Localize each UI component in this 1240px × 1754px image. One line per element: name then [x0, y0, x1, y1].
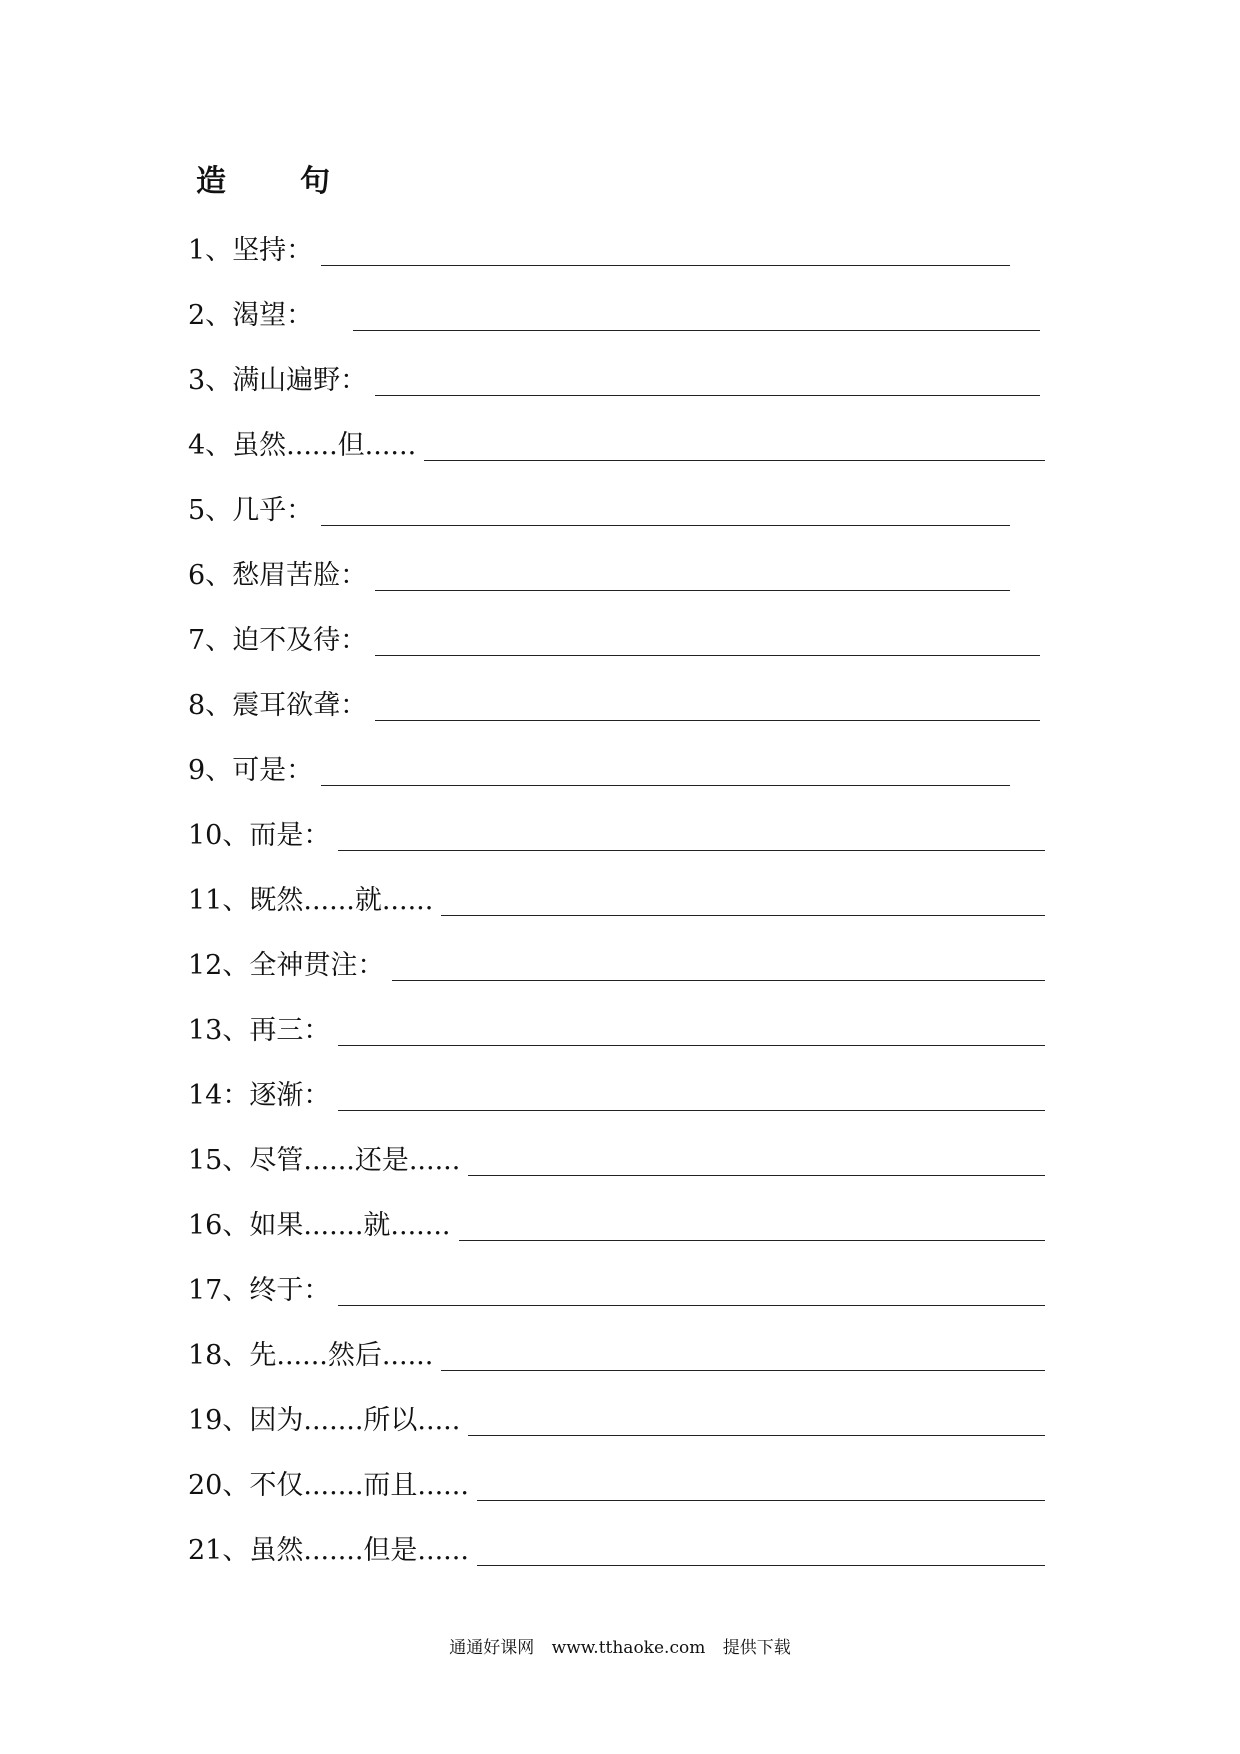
footer-note: 提供下载	[722, 1638, 791, 1658]
exercise-prompt: 而是：	[249, 820, 331, 851]
answer-line[interactable]	[321, 749, 1010, 786]
answer-line[interactable]	[321, 229, 1010, 266]
footer-site-name: 通通好课网	[449, 1638, 535, 1658]
exercise-prompt: 既然......就......	[249, 885, 434, 916]
answer-line[interactable]	[338, 814, 1045, 851]
exercise-prompt: 因为.......所以.....	[249, 1405, 461, 1436]
exercise-prompt: 全神贯注：	[249, 950, 385, 981]
answer-line[interactable]	[441, 1334, 1045, 1371]
exercise-prompt: 先......然后......	[249, 1340, 434, 1371]
exercise-row	[188, 1264, 1045, 1308]
exercise-number: 15、	[188, 1145, 250, 1176]
exercise-prompt: 可是：	[232, 755, 314, 786]
exercise-number: 3、	[188, 365, 233, 396]
answer-line[interactable]	[477, 1464, 1045, 1501]
exercise-row	[188, 354, 1040, 398]
exercise-prompt: 尽管......还是......	[249, 1145, 461, 1176]
answer-line[interactable]	[338, 1269, 1045, 1306]
exercise-row	[188, 874, 1045, 918]
exercise-row	[188, 484, 1010, 528]
answer-line[interactable]	[392, 944, 1045, 981]
exercise-prompt: 坚持：	[232, 235, 314, 266]
exercise-prompt: 再三：	[249, 1015, 331, 1046]
exercise-number: 11、	[188, 885, 250, 916]
answer-line[interactable]	[338, 1074, 1045, 1111]
exercise-number: 8、	[188, 690, 233, 721]
exercise-prompt: 虽然......但......	[232, 430, 417, 461]
exercise-prompt: 虽然.......但是......	[249, 1535, 469, 1566]
exercise-row	[188, 1524, 1045, 1568]
exercise-number: 13、	[188, 1015, 250, 1046]
answer-line[interactable]	[441, 879, 1045, 916]
exercise-prompt: 逐渐：	[249, 1080, 331, 1111]
exercise-number: 12、	[188, 950, 250, 981]
exercise-row	[188, 549, 1010, 593]
exercise-number: 19、	[188, 1405, 250, 1436]
exercise-row	[188, 614, 1040, 658]
exercise-number: 7、	[188, 625, 233, 656]
answer-line[interactable]	[468, 1139, 1045, 1176]
exercise-prompt: 几乎：	[232, 495, 314, 526]
exercise-row	[188, 679, 1040, 723]
exercise-prompt: 震耳欲聋：	[232, 690, 368, 721]
answer-line[interactable]	[353, 294, 1040, 331]
exercise-number: 5、	[188, 495, 233, 526]
exercise-row	[188, 1134, 1045, 1178]
exercise-row	[188, 809, 1045, 853]
exercise-row	[188, 1069, 1045, 1113]
exercise-number: 14：	[188, 1080, 250, 1111]
exercise-row	[188, 224, 1010, 268]
exercise-number: 2、	[188, 300, 233, 331]
answer-line[interactable]	[375, 554, 1010, 591]
exercise-row	[188, 419, 1045, 463]
exercise-prompt: 满山遍野：	[232, 365, 368, 396]
answer-line[interactable]	[468, 1399, 1045, 1436]
exercise-prompt: 愁眉苦脸：	[232, 560, 368, 591]
footer-url: www.tthaoke.com	[551, 1638, 706, 1658]
answer-line[interactable]	[338, 1009, 1045, 1046]
exercise-row	[188, 1329, 1045, 1373]
exercise-row	[188, 1459, 1045, 1503]
exercise-number: 4、	[188, 430, 233, 461]
exercise-number: 1、	[188, 235, 233, 266]
exercise-prompt: 迫不及待：	[232, 625, 368, 656]
answer-line[interactable]	[321, 489, 1010, 526]
exercise-row	[188, 289, 1040, 333]
page-title: 造 句	[196, 164, 352, 199]
exercise-row	[188, 1394, 1045, 1438]
exercise-number: 18、	[188, 1340, 250, 1371]
exercise-row	[188, 744, 1010, 788]
exercise-number: 21、	[188, 1535, 250, 1566]
exercise-row	[188, 1199, 1045, 1243]
answer-line[interactable]	[375, 684, 1040, 721]
exercise-prompt: 不仅.......而且......	[249, 1470, 469, 1501]
exercise-number: 16、	[188, 1210, 250, 1241]
exercise-number: 17、	[188, 1275, 250, 1306]
exercise-row	[188, 939, 1045, 983]
exercise-number: 6、	[188, 560, 233, 591]
answer-line[interactable]	[424, 424, 1045, 461]
answer-line[interactable]	[375, 359, 1040, 396]
exercise-prompt: 如果.......就.......	[249, 1210, 451, 1241]
exercise-number: 20、	[188, 1470, 250, 1501]
exercise-row	[188, 1004, 1045, 1048]
page-footer	[0, 1636, 1240, 1660]
exercise-number: 9、	[188, 755, 233, 786]
answer-line[interactable]	[477, 1529, 1045, 1566]
exercise-number: 10、	[188, 820, 250, 851]
answer-line[interactable]	[459, 1204, 1045, 1241]
exercise-prompt: 渴望：	[232, 300, 314, 331]
answer-line[interactable]	[375, 619, 1040, 656]
exercise-prompt: 终于：	[249, 1275, 331, 1306]
